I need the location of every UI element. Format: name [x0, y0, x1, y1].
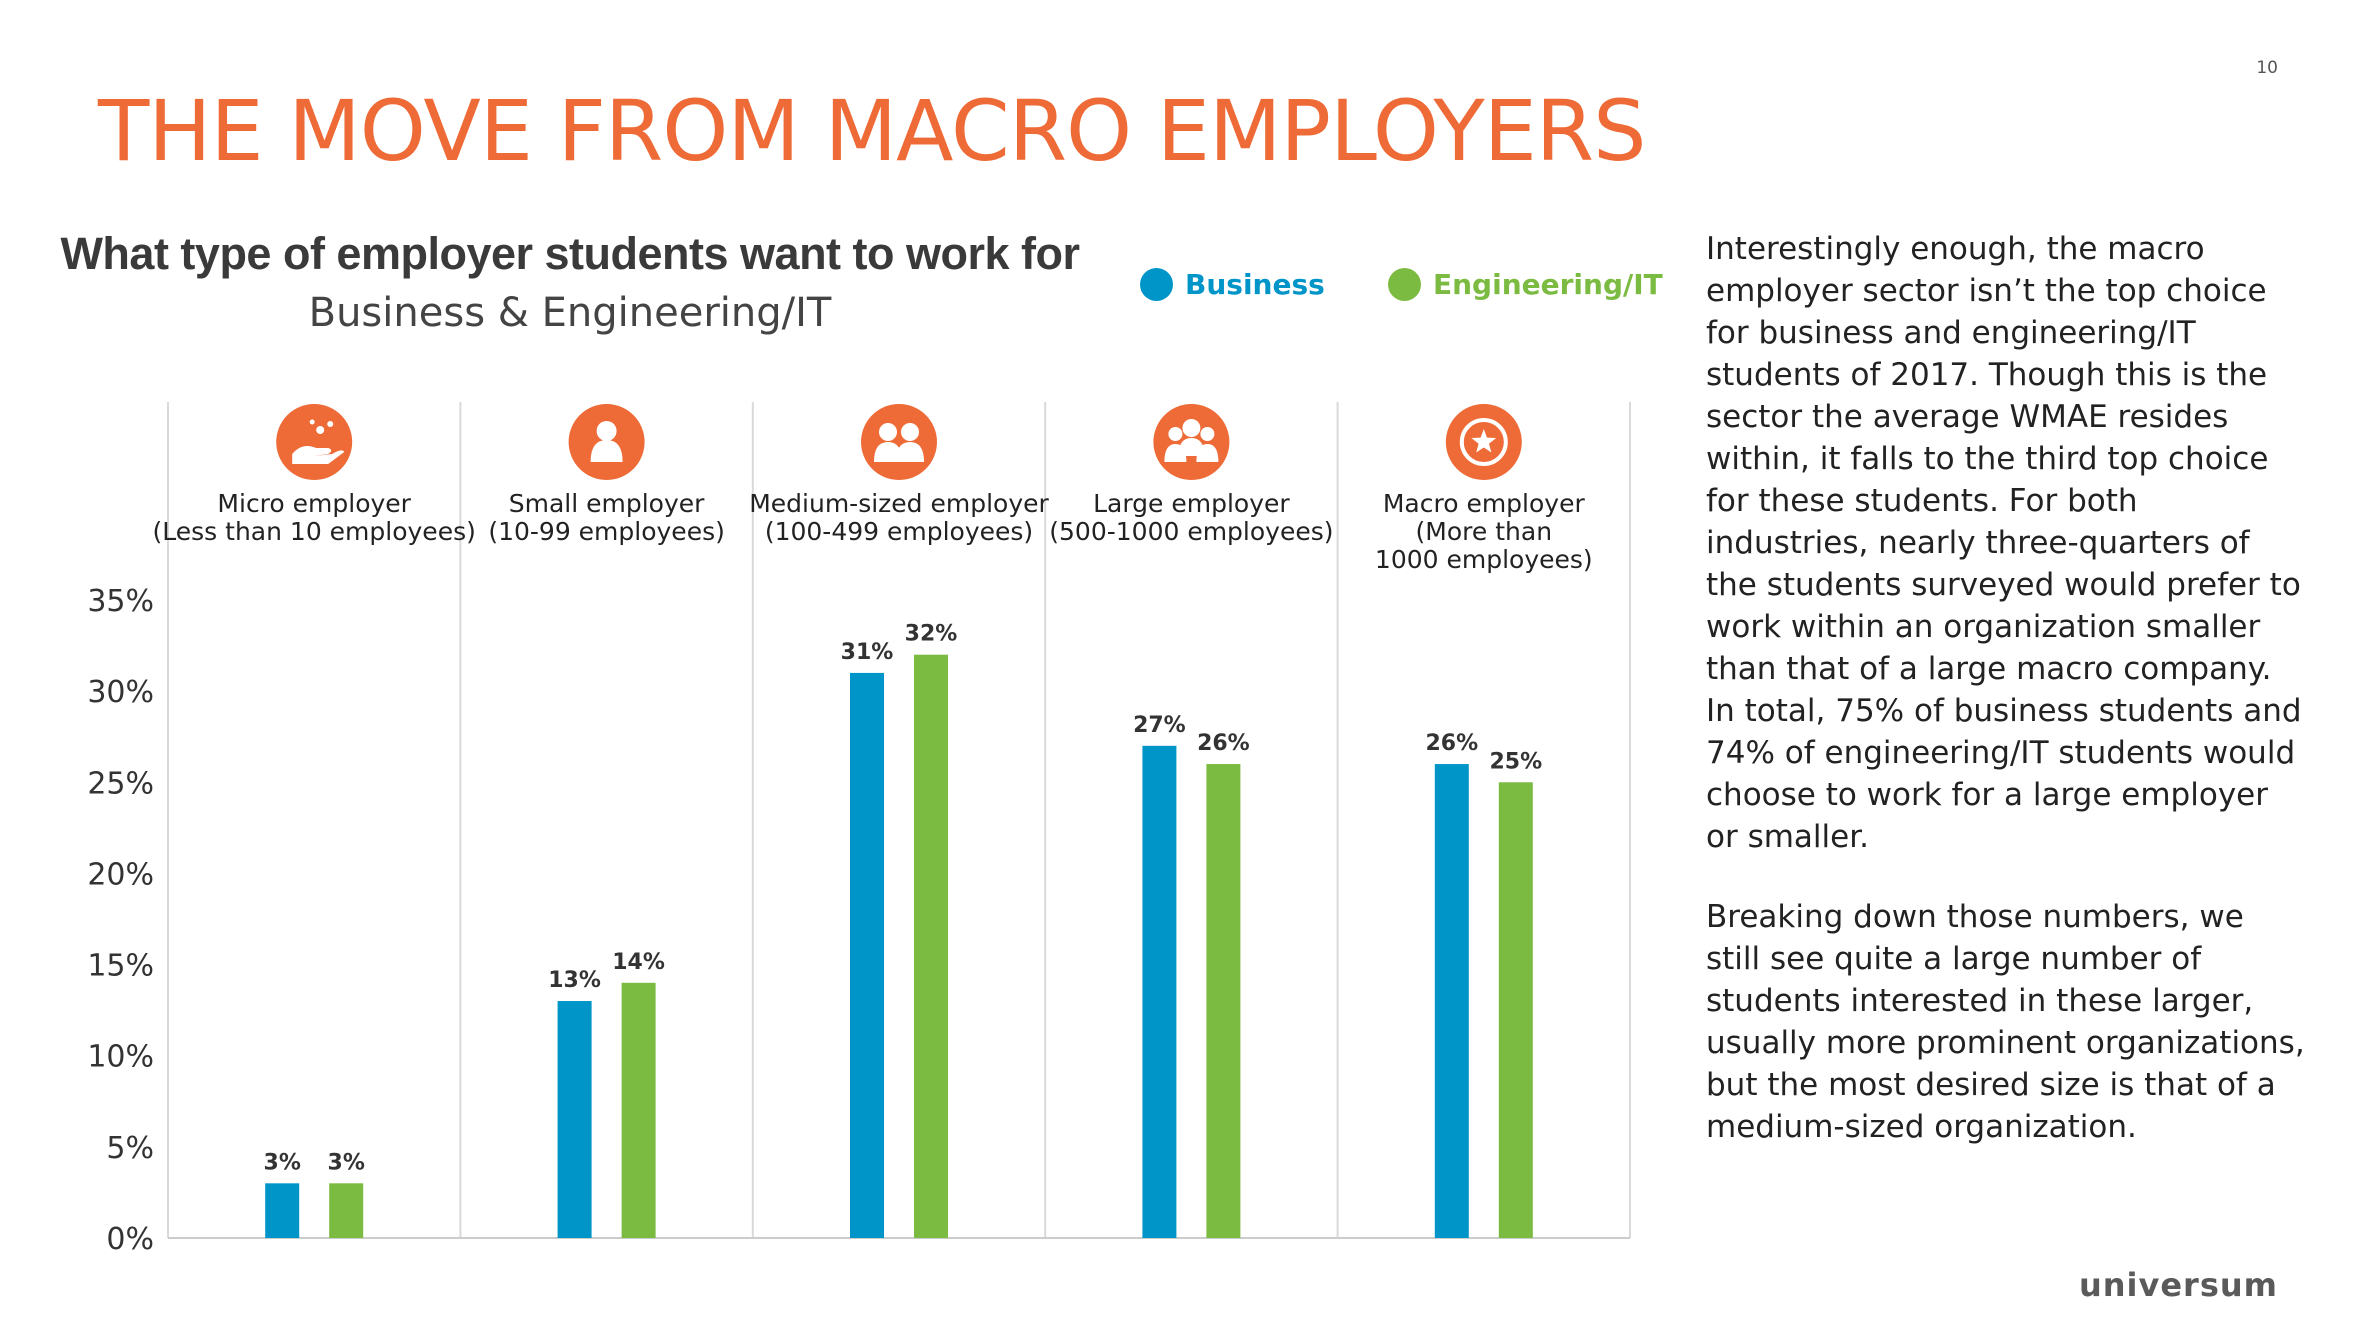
- group-icon-head: [1182, 419, 1200, 437]
- y-tick-label: 10%: [87, 1039, 154, 1075]
- category-label: 1000 employees): [1374, 545, 1593, 574]
- side-text: [1706, 228, 2306, 1186]
- chart-subtitle: Business & Engineering/IT: [308, 290, 832, 336]
- bar-business: [850, 673, 884, 1238]
- y-tick-label: 20%: [87, 857, 154, 893]
- bar-engineering: [329, 1183, 363, 1238]
- data-label: 32%: [904, 621, 958, 647]
- category-label: Micro employer: [217, 489, 411, 518]
- data-label: 27%: [1133, 712, 1186, 738]
- category-label: (10-99 employees): [488, 517, 725, 546]
- bar-engineering: [622, 983, 656, 1238]
- group-icon-head: [1168, 427, 1182, 441]
- category-label: Small employer: [508, 489, 705, 518]
- category-label: (500-1000 employees): [1049, 517, 1334, 546]
- bar-engineering: [1499, 782, 1533, 1238]
- y-tick-label: 15%: [87, 948, 154, 984]
- category-label: (100-499 employees): [764, 517, 1034, 546]
- bar-engineering: [1206, 764, 1240, 1238]
- data-label: 26%: [1197, 731, 1250, 757]
- data-label: 31%: [840, 639, 894, 665]
- y-tick-label: 30%: [87, 675, 154, 711]
- person-icon-head: [597, 421, 617, 441]
- category-label: Macro employer: [1382, 489, 1585, 518]
- data-label: 13%: [548, 968, 601, 994]
- bar-engineering: [914, 655, 948, 1238]
- bar-business: [1435, 764, 1469, 1238]
- two-people-icon-head: [901, 423, 919, 441]
- y-tick-label: 35%: [87, 584, 154, 619]
- category-label: Medium-sized employer: [749, 489, 1049, 518]
- data-label: 25%: [1489, 749, 1543, 775]
- data-label: 14%: [612, 949, 665, 975]
- side-paragraph-2: Breaking down those numbers, we still see quite a large number of students interested in these larger, usually more prominent organizations, but the most desired size is that of a medium-sized organization.: [1706, 899, 2305, 1145]
- universum-logo: universum: [2078, 1266, 2278, 1304]
- data-label: 26%: [1425, 731, 1479, 757]
- y-tick-label: 0%: [106, 1222, 154, 1257]
- y-tick-label: 25%: [87, 766, 154, 802]
- bar-business: [1142, 746, 1176, 1238]
- group-icon-head: [1200, 427, 1214, 441]
- side-paragraph-1: Interestingly enough, the macro employer sector isn’t the top choice for business and engineering/IT students of 2017. Though this is the sector the average WMAE resides within, it falls to the third top choice for these students. For both industries, nearly three-quarters of the students surveyed would prefer to work within an organization smaller than that of a large macro company. In total, 75% of business students and 74% of engineering/IT students would choose to work for a large employer or smaller.: [1706, 231, 2302, 855]
- legend-label-engineering: Engineering/IT: [1433, 267, 1663, 301]
- data-label: 3%: [263, 1150, 301, 1176]
- page-title: THE MOVE FROM MACRO EMPLOYERS: [98, 82, 1646, 180]
- legend-label-business: Business: [1185, 267, 1325, 301]
- bar-business: [558, 1001, 592, 1238]
- two-people-icon: [861, 404, 937, 480]
- page-number: 10: [2256, 58, 2278, 78]
- category-label: Large employer: [1093, 489, 1290, 518]
- category-label: (Less than 10 employees): [152, 517, 476, 546]
- bar-business: [265, 1183, 299, 1238]
- data-label: 3%: [327, 1150, 365, 1176]
- y-tick-label: 5%: [106, 1130, 154, 1166]
- hand-icon: [276, 404, 352, 480]
- category-label: (More than: [1415, 517, 1553, 546]
- hand-icon-dot: [316, 426, 324, 434]
- hand-icon-dot: [327, 421, 333, 427]
- chart-title: What type of employer students want to work for: [60, 228, 1080, 279]
- two-people-icon-head: [879, 423, 897, 441]
- hand-icon-dot: [310, 420, 315, 425]
